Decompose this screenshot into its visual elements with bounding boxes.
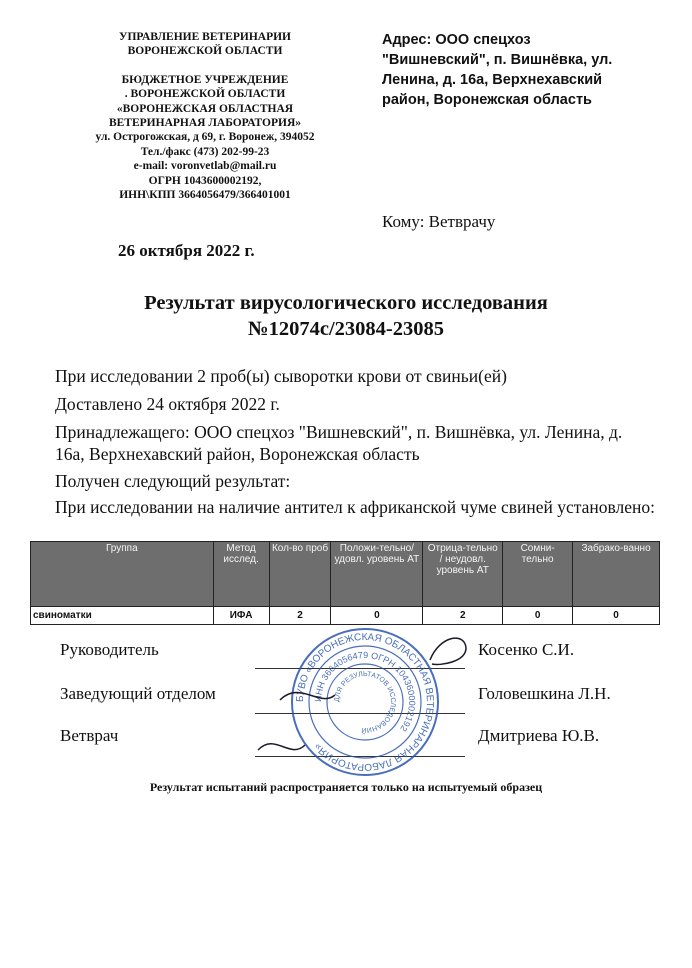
column-header: Кол-во проб — [269, 542, 331, 607]
header-line: «ВОРОНЕЖСКАЯ ОБЛАСТНАЯ — [116, 102, 294, 115]
header-line: БЮДЖЕТНОЕ УЧРЕЖДЕНИЕ — [121, 73, 289, 86]
title-line: Результат вирусологического исследования — [144, 292, 548, 314]
table-cell: свиноматки — [31, 607, 214, 625]
footer-note: Результат испытаний распространяется только на испытуемый образец — [149, 780, 543, 794]
header-line: ул. Острогожская, д 69, г. Воронеж, 394052 — [95, 131, 315, 144]
header-line: e-mail: voronvetlab@mail.ru — [133, 160, 277, 173]
header-line: Тел./факс (473) 202-99-23 — [140, 145, 270, 158]
column-header: Положи-тельно/ удовл. уровень АТ — [331, 542, 423, 607]
table-cell: 2 — [423, 607, 503, 625]
header-line: УПРАВЛЕНИЕ ВЕТЕРИНАРИИ — [119, 31, 291, 43]
recipient: Кому: Ветврачу — [382, 212, 496, 231]
header-line: ВОРОНЕЖСКОЙ ОБЛАСТИ — [127, 45, 283, 58]
table-cell: 0 — [573, 607, 660, 625]
signature-role: Заведующий отделом — [60, 684, 216, 703]
header-line: ВЕТЕРИНАРНАЯ ЛАБОРАТОРИЯ» — [108, 117, 302, 130]
body-paragraph: Получен следующий результат: — [55, 471, 291, 491]
column-header: Метод исслед. — [213, 542, 269, 607]
body-paragraph: Принадлежащего: ООО спецхоз "Вишневский", п. Вишнёвка, ул. Ленина, д. 16а, Верхнехавский район, Воронежская область — [55, 422, 623, 464]
body-paragraph: При исследовании на наличие антител к африканской чуме свиней установлено: — [55, 497, 656, 517]
table-cell: 2 — [269, 607, 331, 625]
signature-name: Дмитриева Ю.В. — [478, 726, 600, 745]
signature-role: Ветврач — [60, 726, 119, 745]
recipient-address: Адрес: ООО спецхоз "Вишневский", п. Вишнёвка, ул. Ленина, д. 16а, Верхнехавский район, Воронежская область — [382, 32, 613, 108]
signature-name: Головешкина Л.Н. — [478, 684, 611, 703]
column-header: Группа — [31, 542, 214, 607]
body-paragraph: Доставлено 24 октября 2022 г. — [55, 394, 280, 414]
column-header: Сомни-тельно — [503, 542, 573, 607]
title-number: №12074с/23084-23085 — [248, 318, 444, 340]
svg-text:ИНН 3664056479 ОГРН 1043600002: ИНН 3664056479 ОГРН 1043600002192 — [312, 649, 418, 734]
signature-role: Руководитель — [60, 640, 159, 659]
svg-text:ДЛЯ РЕЗУЛЬТАТОВ ИССЛЕДОВАНИЙ: ДЛЯ РЕЗУЛЬТАТОВ ИССЛЕДОВАНИЙ — [333, 670, 397, 734]
header-line: ИНН\КПП 3664056479/366401001 — [119, 189, 291, 202]
header-line: . ВОРОНЕЖСКОЙ ОБЛАСТИ — [124, 88, 286, 101]
signature-name: Косенко С.И. — [478, 640, 575, 659]
document-date: 26 октября 2022 г. — [118, 241, 255, 260]
header-line: ОГРН 1043600002192, — [148, 174, 262, 187]
body-paragraph: При исследовании 2 проб(ы) сыворотки крови от свиньи(ей) — [55, 366, 507, 386]
stamp-icon — [292, 629, 438, 775]
table-cell: 0 — [503, 607, 573, 625]
column-header: Забрако-ванно — [573, 542, 660, 607]
table-cell: 0 — [331, 607, 423, 625]
column-header: Отрица-тельно / неудовл. уровень АТ — [423, 542, 503, 607]
svg-text:БУВО «ВОРОНЕЖСКАЯ ОБЛАСТНАЯ ВЕ: БУВО «ВОРОНЕЖСКАЯ ОБЛАСТНАЯ ВЕТЕРИНАРНАЯ ЛАБОРАТОРИЯ» — [294, 631, 436, 773]
table-cell: ИФА — [213, 607, 269, 625]
